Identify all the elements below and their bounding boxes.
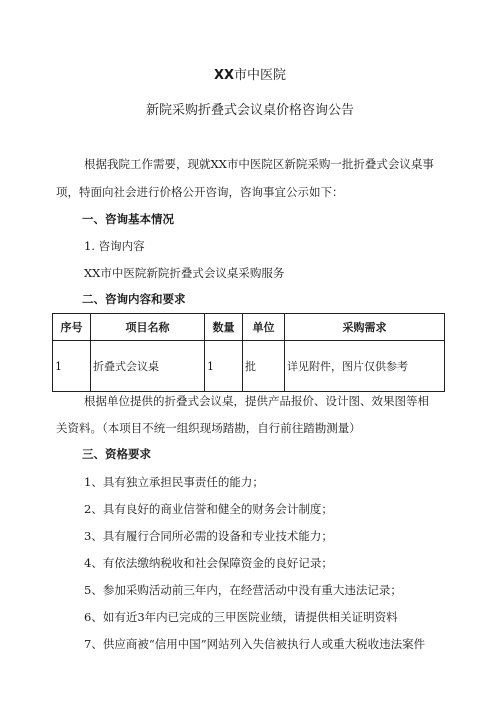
intro-paragraph-line-1: 根据我院工作需要，现就XX市中医院区新院采购一批折叠式会议桌事 [84, 157, 434, 171]
table-row [53, 341, 445, 392]
intro-paragraph-line-2: 项，特面向社会进行价格公开咨询，咨询事宜公示如下： [56, 185, 344, 199]
after-table-line-1: 根据单位提供的折叠式会议桌，提供产品报价、设计图、效果图等相 [84, 394, 429, 408]
cell-item-name: 折叠式会议桌 [91, 341, 205, 392]
table-header-row [53, 314, 445, 341]
hospital-name-prefix: XX [213, 68, 235, 83]
header-quantity: 数量 [205, 314, 243, 341]
section-heading-basic-info: 一、咨询基本情况 [82, 212, 174, 226]
cell-requirement: 详见附件，图片仅供参考 [285, 341, 445, 392]
requirement-item: 5、参加采购活动前三年内，在经营活动中没有重大违法记录； [84, 583, 402, 597]
notice-title: 新院采购折叠式会议桌价格咨询公告 [145, 103, 354, 118]
consult-content-text: XX市中医院新院折叠式会议桌采购服务 [84, 266, 285, 280]
section-heading-qualification: 三、资格要求 [82, 447, 151, 461]
requirement-item: 2、具有良好的商业信誉和健全的财务会计制度； [84, 502, 333, 516]
header-serial: 序号 [53, 314, 91, 341]
requirement-item: 3、具有履行合同所必需的设备和专业技术能力； [84, 529, 333, 543]
after-table-line-2: 关资料。（本项目不统一组织现场踏勘，自行前往踏勘测量） [56, 421, 361, 435]
hospital-name-suffix: 市中医院 [234, 68, 287, 83]
requirement-item: 1、具有独立承担民事责任的能力； [84, 475, 264, 489]
requirement-item: 7、供应商被“信用中国”网站列入失信被执行人或重大税收违法案件 [84, 637, 426, 651]
cell-quantity: 1 [205, 341, 243, 392]
procurement-table [52, 313, 445, 392]
item-consult-content: 1. 咨询内容 [84, 239, 145, 253]
cell-serial: 1 [53, 341, 91, 392]
hospital-name [0, 68, 500, 84]
requirement-item: 6、如有近3年内已完成的三甲医院业绩，请提供相关证明资料 [84, 610, 398, 624]
header-item-name: 项目名称 [91, 314, 205, 341]
header-requirement: 采购需求 [285, 314, 445, 341]
cell-unit: 批 [243, 341, 285, 392]
requirement-item: 4、有依法缴纳税收和社会保障资金的良好记录； [84, 556, 333, 570]
header-unit: 单位 [243, 314, 285, 341]
section-heading-content-requirements: 二、咨询内容和要求 [82, 292, 186, 306]
